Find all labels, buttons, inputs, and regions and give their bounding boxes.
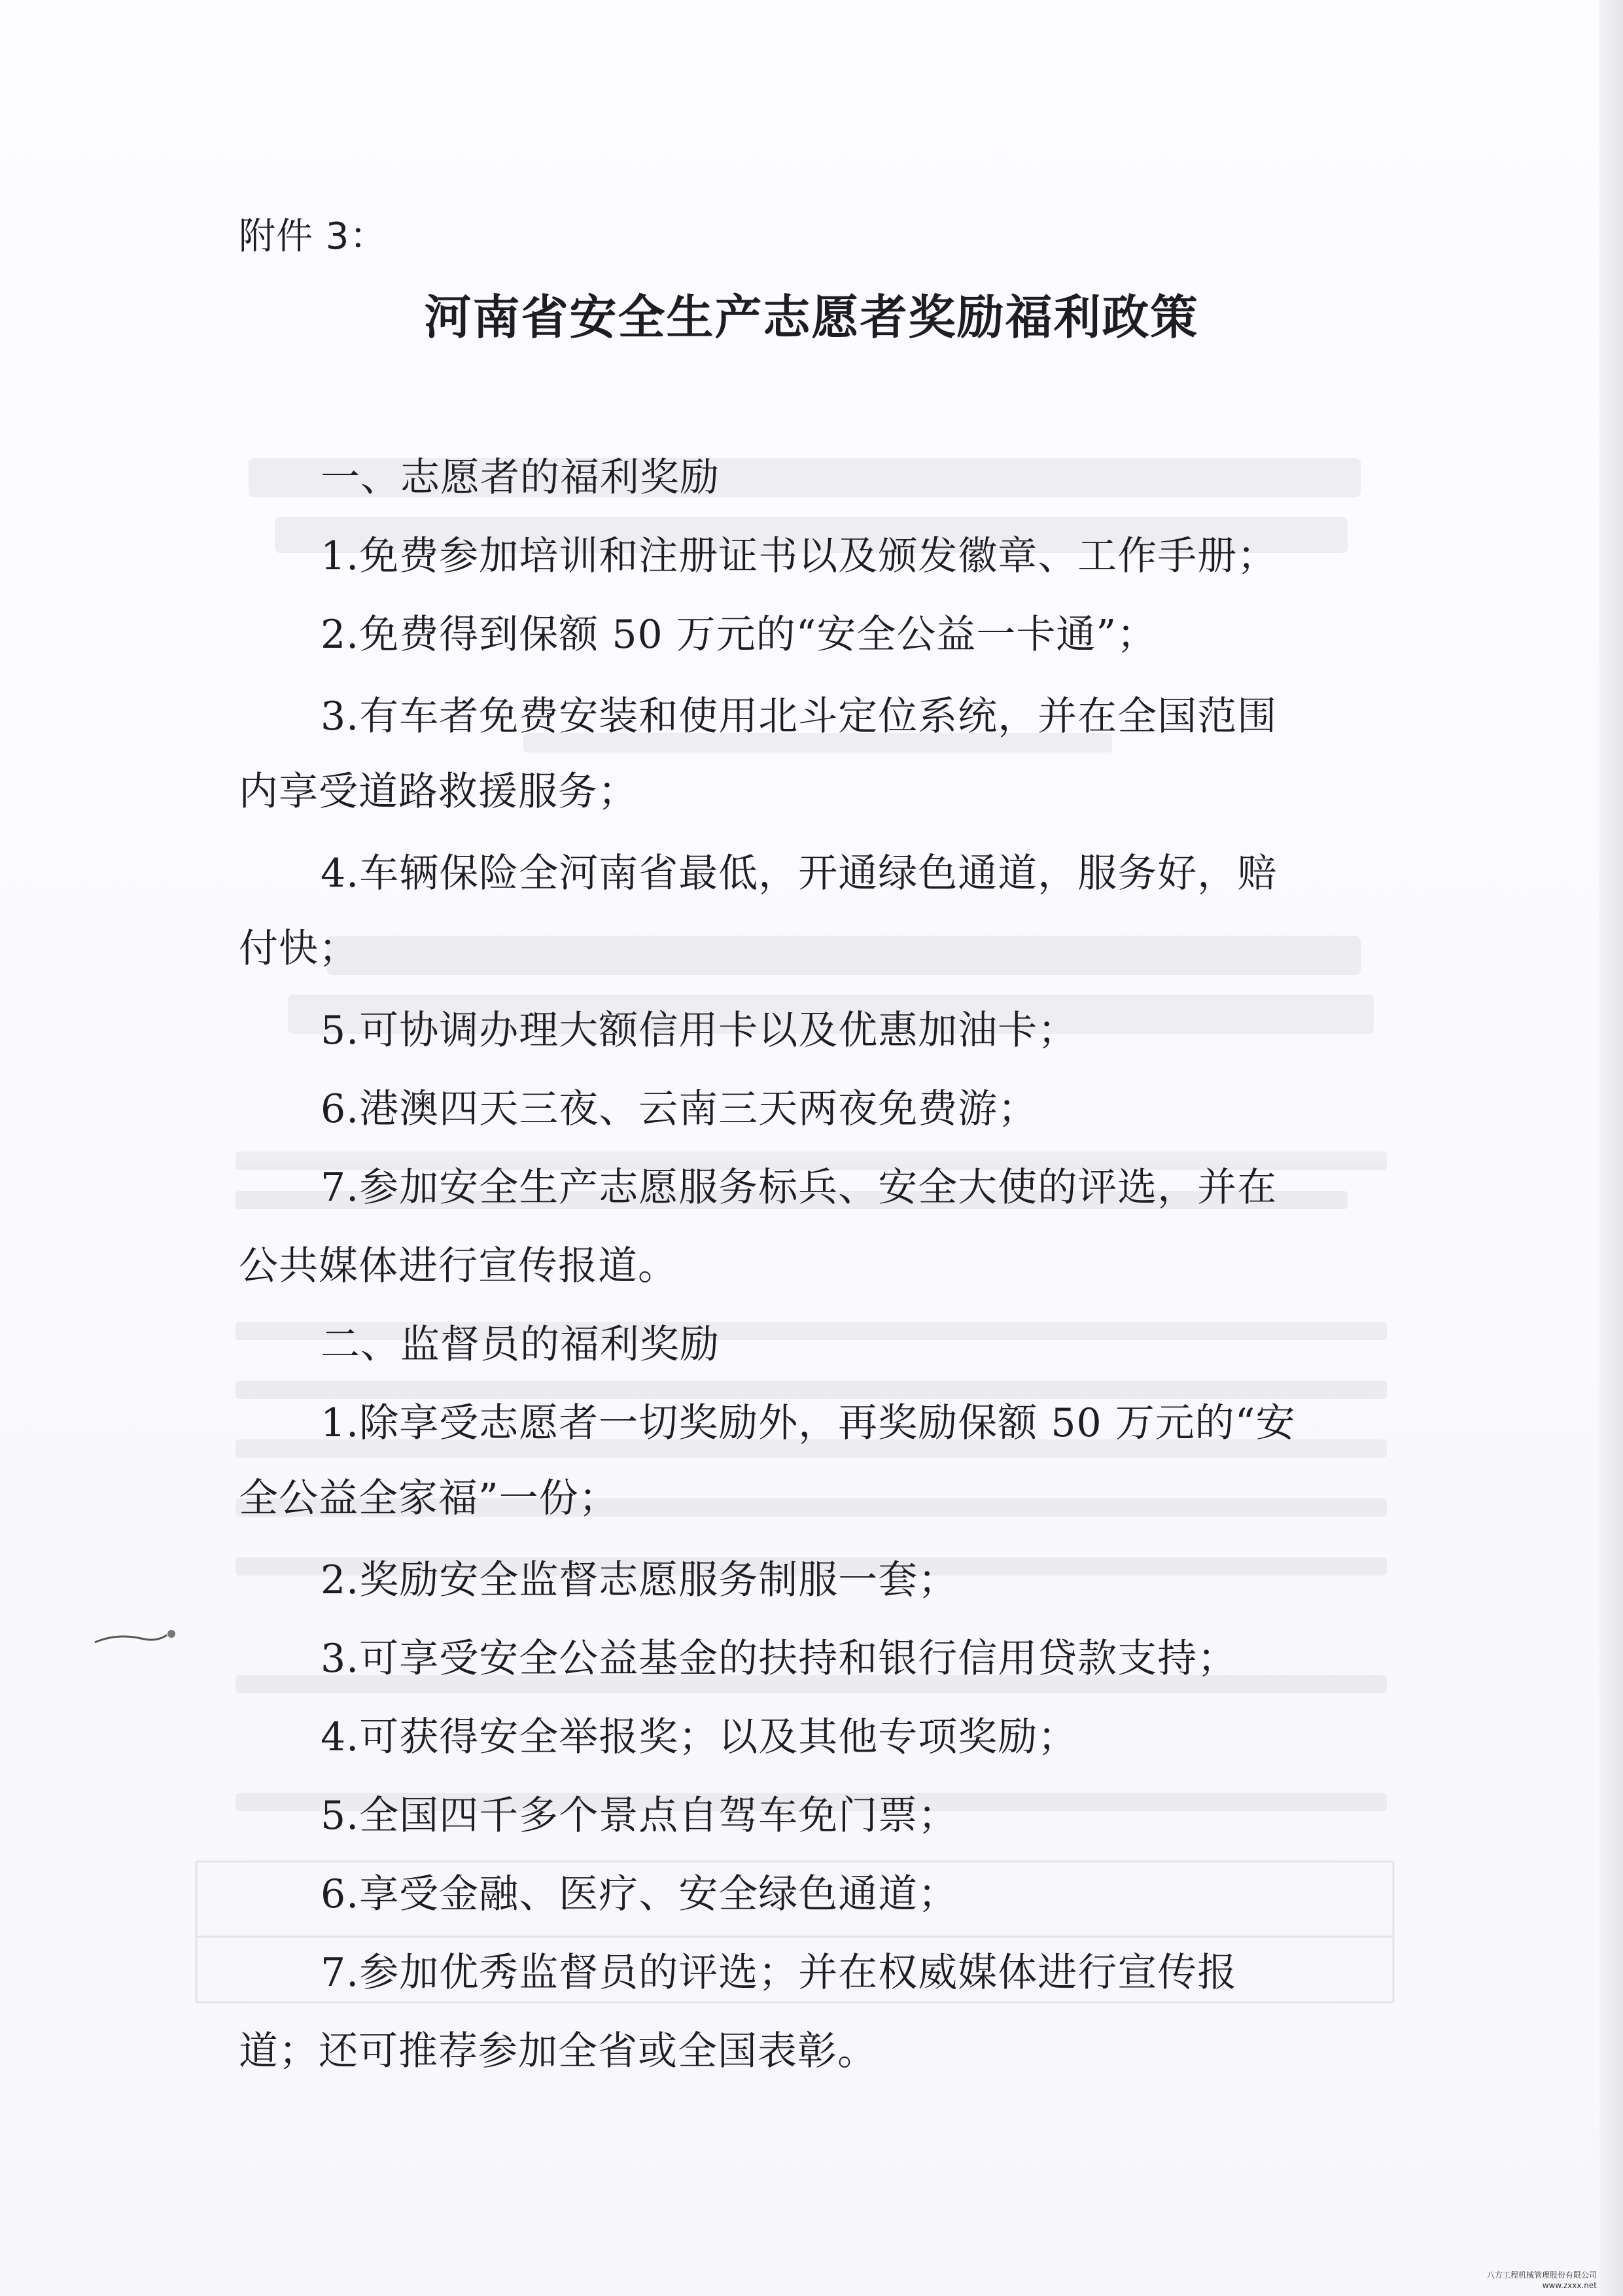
list-item: 3.可享受安全公益基金的扶持和银行信用贷款支持； (321, 1636, 1238, 1682)
list-item: 7.参加优秀监督员的评选；并在权威媒体进行宣传报 (321, 1950, 1238, 1996)
list-item-continuation: 全公益全家福”一份； (239, 1475, 619, 1521)
list-item: 3.有车者免费安装和使用北斗定位系统，并在全国范围 (321, 694, 1278, 739)
footer-watermark (1487, 2270, 1597, 2291)
list-item: 7.参加安全生产志愿服务标兵、安全大使的评选，并在 (321, 1165, 1278, 1210)
list-item: 4.车辆保险全河南省最低，开通绿色通道，服务好，赔 (321, 851, 1278, 896)
list-item: 6.港澳四天三夜、云南三天两夜免费游； (321, 1086, 1038, 1132)
section-heading-supervisor: 二、监督员的福利奖励 (321, 1322, 720, 1368)
list-item: 5.可协调办理大额信用卡以及优惠加油卡； (321, 1008, 1078, 1053)
list-item-continuation: 公共媒体进行宣传报道。 (239, 1243, 678, 1289)
section-heading-volunteer: 一、志愿者的福利奖励 (321, 455, 720, 501)
list-item: 2.免费得到保额 50 万元的“安全公益一卡通”； (321, 612, 1157, 658)
list-item-continuation: 内享受道路救援服务； (239, 769, 638, 815)
document-title: 河南省安全生产志愿者奖励福利政策 (424, 290, 1199, 345)
list-item-continuation: 付快； (239, 926, 358, 972)
list-item-continuation: 道；还可推荐参加全省或全国表彰。 (239, 2028, 877, 2074)
footer-company: 八方工程机械管理股份有限公司 (1486, 2270, 1597, 2280)
attachment-label: 附件 3： (239, 215, 387, 258)
footer-url: www.zxxx.net (1542, 2281, 1597, 2290)
list-item: 6.享受金融、医疗、安全绿色通道； (321, 1871, 958, 1917)
list-item: 1.除享受志愿者一切奖励外，再奖励保额 50 万元的“安 (321, 1400, 1296, 1446)
list-item: 5.全国四千多个景点自驾车免门票； (321, 1793, 958, 1839)
list-item: 1.免费参加培训和注册证书以及颁发徽章、工作手册； (321, 533, 1278, 579)
list-item: 4.可获得安全举报奖；以及其他专项奖励； (321, 1714, 1078, 1760)
list-item: 2.奖励安全监督志愿服务制服一套； (321, 1557, 958, 1603)
scan-mark-icon (92, 1619, 190, 1659)
